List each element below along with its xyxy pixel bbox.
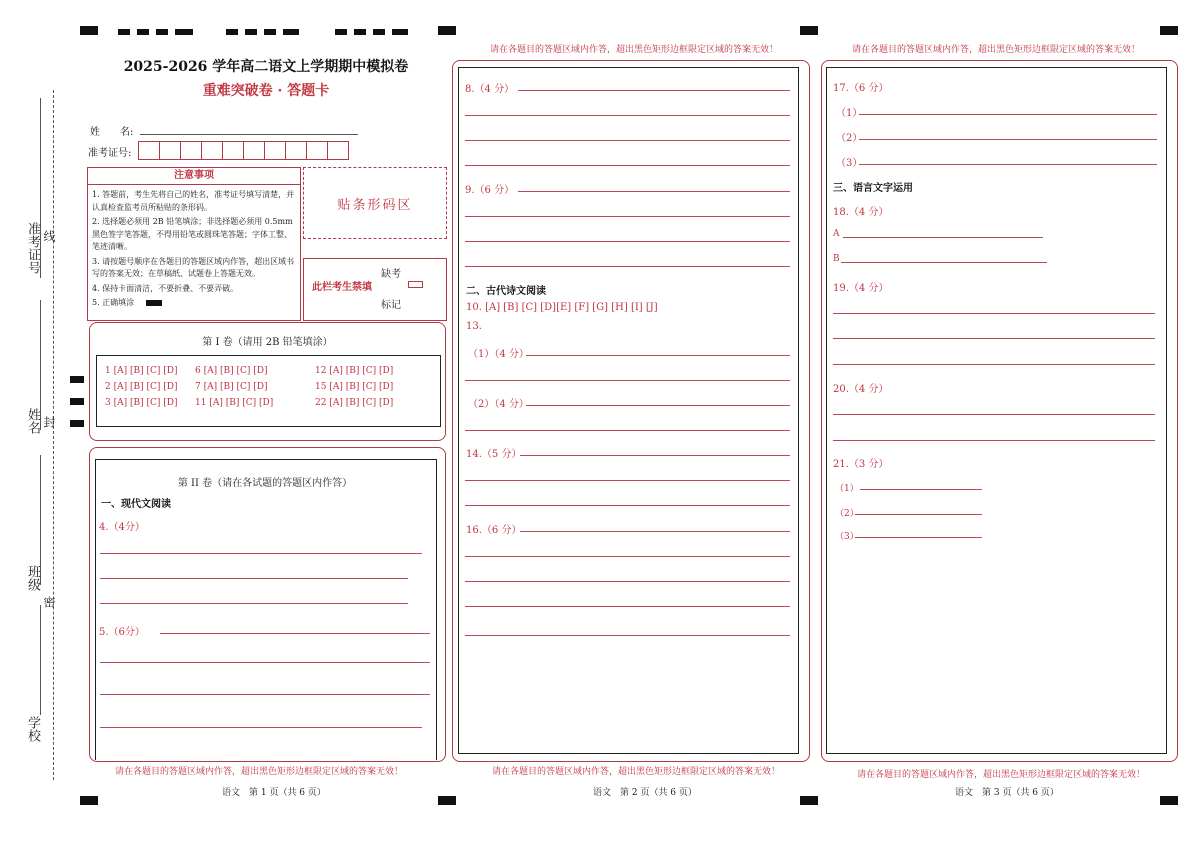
exam-no-box[interactable] xyxy=(138,141,160,160)
page-footer: 语文 第 2 页（共 6 页） xyxy=(593,788,697,798)
registration-mark xyxy=(264,29,276,35)
answer-line[interactable] xyxy=(465,430,790,431)
question-8-label: 8.（4 分） xyxy=(465,84,515,95)
answer-line[interactable] xyxy=(465,480,790,481)
question-10-choices[interactable]: 10. [A] [B] [C] [D][E] [F] [G] [H] [I] [J] xyxy=(466,302,658,313)
answer-line[interactable] xyxy=(833,313,1155,314)
warning-text: 请在各题目的答题区域内作答，超出黑色矩形边框限定区域的答案无效！ xyxy=(115,767,404,777)
binding-school-label: 学校 xyxy=(25,716,40,742)
warning-text: 请在各题目的答题区域内作答，超出黑色矩形边框限定区域的答案无效！ xyxy=(852,45,1141,55)
exam-no-box[interactable] xyxy=(328,141,349,160)
answer-line[interactable] xyxy=(855,514,982,515)
registration-mark xyxy=(137,29,149,35)
question-21-2-label: （2） xyxy=(835,509,859,519)
registration-mark xyxy=(354,29,366,35)
answer-line[interactable] xyxy=(518,90,790,91)
registration-mark xyxy=(800,26,818,35)
answer-line[interactable] xyxy=(526,355,790,356)
registration-mark xyxy=(373,29,385,35)
forbid-label: 此栏考生禁填 xyxy=(312,282,372,293)
answer-line[interactable] xyxy=(465,556,790,557)
question-5-label: 5.（6分） xyxy=(99,627,145,638)
notice-title: 注意事项 xyxy=(88,168,300,185)
notice-box xyxy=(87,167,301,321)
exam-no-box[interactable] xyxy=(202,141,223,160)
answer-line[interactable] xyxy=(841,262,1047,263)
registration-mark xyxy=(438,796,456,805)
question-13-2-label: （2）（4 分） xyxy=(468,399,529,410)
question-17-1-label: （1） xyxy=(836,108,863,119)
answer-line[interactable] xyxy=(860,489,982,490)
question-13-label: 13. xyxy=(466,321,482,332)
choice-column xyxy=(105,363,177,411)
answer-line[interactable] xyxy=(833,414,1155,415)
part1-heading: 一、现代文阅读 xyxy=(101,499,171,510)
exam-no-box[interactable] xyxy=(223,141,244,160)
name-field[interactable] xyxy=(140,134,358,135)
answer-line[interactable] xyxy=(100,553,422,554)
answer-line[interactable] xyxy=(465,115,790,116)
page2-answer-area[interactable] xyxy=(458,67,799,754)
answer-line[interactable] xyxy=(465,241,790,242)
registration-mark xyxy=(156,29,168,35)
seal-label-mi: 密 xyxy=(42,596,56,608)
absent-box xyxy=(303,258,447,321)
notice-item: 2. 选择题必须用 2B 铅笔填涂；非选择题必须用 0.5mm 黑色签字笔答题，不得用铅笔或圆珠笔答题；字体工整、笔迹清晰。 xyxy=(92,217,293,251)
question-19-label: 19.（4 分） xyxy=(833,283,889,294)
choice-row[interactable]: 22 [A] [B] [C] [D] xyxy=(315,398,394,408)
question-21-3-label: （3） xyxy=(835,532,859,542)
answer-line[interactable] xyxy=(465,266,790,267)
choice-row[interactable]: 12 [A] [B] [C] [D] xyxy=(315,366,394,376)
question-4-label: 4.（4分） xyxy=(99,522,145,533)
choice-row[interactable]: 11 [A] [B] [C] [D] xyxy=(195,398,274,408)
answer-line[interactable] xyxy=(100,727,422,728)
barcode-area xyxy=(303,167,447,239)
name-label: 姓 名: xyxy=(90,127,134,138)
choice-row[interactable]: 15 [A] [B] [C] [D] xyxy=(315,382,394,392)
seal-label-xian: 线 xyxy=(42,230,56,242)
question-21-1-label: （1） xyxy=(835,484,859,494)
answer-line[interactable] xyxy=(833,338,1155,339)
answer-line[interactable] xyxy=(833,440,1155,441)
notice-item-fill xyxy=(92,297,296,310)
warning-text: 请在各题目的答题区域内作答，超出黑色矩形边框限定区域的答案无效！ xyxy=(492,767,781,777)
choice-row[interactable]: 3 [A] [B] [C] [D] xyxy=(105,398,178,408)
absent-label: 缺考 xyxy=(381,269,401,280)
exam-no-box[interactable] xyxy=(307,141,328,160)
registration-mark xyxy=(226,29,238,35)
answer-line[interactable] xyxy=(465,380,790,381)
answer-line[interactable] xyxy=(160,633,430,634)
registration-mark xyxy=(80,26,98,35)
choice-column xyxy=(195,363,273,411)
answer-line[interactable] xyxy=(465,635,790,636)
answer-line[interactable] xyxy=(859,139,1157,140)
registration-mark xyxy=(70,420,84,427)
registration-mark xyxy=(175,29,193,35)
question-9-label: 9.（6 分） xyxy=(465,185,515,196)
notice-list xyxy=(88,185,300,310)
answer-line[interactable] xyxy=(520,455,790,456)
answer-line[interactable] xyxy=(518,191,790,192)
answer-line[interactable] xyxy=(100,603,408,604)
page-footer: 语文 第 3 页（共 6 页） xyxy=(955,788,1059,798)
answer-line[interactable] xyxy=(100,694,430,695)
answer-line[interactable] xyxy=(843,237,1043,238)
fill-sample-mark xyxy=(146,300,162,306)
question-14-label: 14.（5 分） xyxy=(466,449,522,460)
question-16-label: 16.（6 分） xyxy=(466,525,522,536)
answer-line[interactable] xyxy=(465,581,790,582)
notice-item: 5. 正确填涂 xyxy=(92,298,135,307)
warning-text: 请在各题目的答题区域内作答，超出黑色矩形边框限定区域的答案无效！ xyxy=(490,45,779,55)
registration-mark xyxy=(1160,796,1178,805)
question-13-1-label: （1）（4 分） xyxy=(468,349,529,360)
registration-mark xyxy=(245,29,257,35)
question-18-a-label: A xyxy=(833,229,840,239)
answer-line[interactable] xyxy=(859,114,1157,115)
notice-item: 1. 答题前，考生先将自己的姓名，准考证号填写清楚，并认真检查监考员所粘贴的条形码。 xyxy=(92,190,295,212)
registration-mark xyxy=(283,29,299,35)
section2-title: 第 II 卷（请在各试题的答题区内作答） xyxy=(177,478,353,489)
choice-column xyxy=(315,363,393,411)
seal-dashed-line xyxy=(53,90,54,780)
part2-heading: 二、古代诗文阅读 xyxy=(466,286,546,297)
registration-mark xyxy=(70,398,84,405)
registration-mark xyxy=(392,29,408,35)
notice-item: 3. 请按题号顺序在各题目的答题区域内作答，超出区域书写的答案无效；在草稿纸、试题卷上答题无效。 xyxy=(92,256,295,278)
question-21-label: 21.（3 分） xyxy=(833,459,889,470)
question-18-b-label: B xyxy=(833,254,840,264)
registration-mark xyxy=(70,376,84,383)
seal-label-feng: 封 xyxy=(42,416,56,428)
exam-no-box[interactable] xyxy=(286,141,307,160)
answer-line[interactable] xyxy=(859,164,1157,165)
part3-heading: 三、语言文字运用 xyxy=(833,183,913,194)
registration-mark xyxy=(335,29,347,35)
answer-line[interactable] xyxy=(100,578,408,579)
choice-row[interactable]: 2 [A] [B] [C] [D] xyxy=(105,382,178,392)
choice-row[interactable]: 1 [A] [B] [C] [D] xyxy=(105,366,178,376)
section1-frame xyxy=(89,322,446,441)
answer-line[interactable] xyxy=(465,216,790,217)
registration-mark xyxy=(1160,26,1178,35)
section1-title: 第 I 卷（请用 2B 铅笔填涂） xyxy=(202,337,333,348)
exam-no-box[interactable] xyxy=(160,141,181,160)
exam-no-box[interactable] xyxy=(181,141,202,160)
answer-line[interactable] xyxy=(465,606,790,607)
exam-no-box[interactable] xyxy=(265,141,286,160)
binding-class-label: 班级 xyxy=(25,565,40,591)
registration-mark xyxy=(438,26,456,35)
answer-line[interactable] xyxy=(465,140,790,141)
page-subtitle: 重难突破卷 · 答题卡 xyxy=(202,83,330,99)
question-18-label: 18.（4 分） xyxy=(833,207,889,218)
mark-label: 标记 xyxy=(381,300,401,311)
answer-line[interactable] xyxy=(465,165,790,166)
registration-mark xyxy=(118,29,130,35)
binding-name-label: 姓名 xyxy=(25,408,40,434)
choice-row[interactable]: 7 [A] [B] [C] [D] xyxy=(195,382,268,392)
answer-line[interactable] xyxy=(833,364,1155,365)
question-20-label: 20.（4 分） xyxy=(833,384,889,395)
exam-no-label: 准考证号: xyxy=(88,148,132,159)
exam-no-box[interactable] xyxy=(244,141,265,160)
notice-item: 4. 保持卡面清洁，不要折叠、不要弄破。 xyxy=(92,283,239,293)
binding-exam-no-label: 准考证号 xyxy=(25,222,40,274)
page-title: 2025-2026 学年高二语文上学期期中模拟卷 xyxy=(123,59,409,75)
answer-line[interactable] xyxy=(526,405,790,406)
question-17-2-label: （2） xyxy=(836,133,863,144)
choice-row[interactable]: 6 [A] [B] [C] [D] xyxy=(195,366,268,376)
answer-line[interactable] xyxy=(855,537,982,538)
question-17-3-label: （3） xyxy=(836,158,863,169)
page-footer: 语文 第 1 页（共 6 页） xyxy=(222,788,326,798)
binding-line xyxy=(40,605,41,715)
answer-line[interactable] xyxy=(465,505,790,506)
absent-mark-box[interactable] xyxy=(408,281,423,288)
barcode-label: 贴条形码区 xyxy=(337,197,413,213)
exam-no-boxes[interactable] xyxy=(138,141,349,160)
page3-answer-area[interactable] xyxy=(826,67,1167,754)
answer-line[interactable] xyxy=(100,662,430,663)
answer-line[interactable] xyxy=(520,531,790,532)
warning-text: 请在各题目的答题区域内作答，超出黑色矩形边框限定区域的答案无效！ xyxy=(857,770,1146,780)
section1-answer-grid xyxy=(96,355,441,427)
registration-mark xyxy=(800,796,818,805)
question-17-label: 17.（6 分） xyxy=(833,83,889,94)
registration-mark xyxy=(80,796,98,805)
